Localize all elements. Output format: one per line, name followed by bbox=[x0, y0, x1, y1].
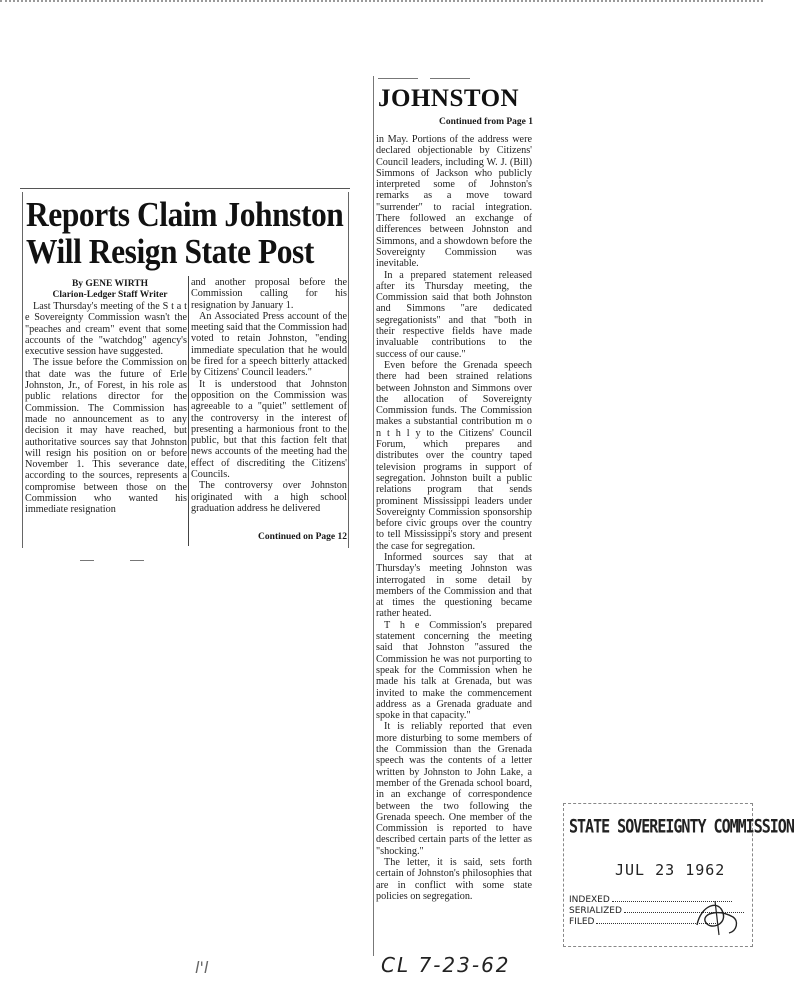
handwritten-initials-icon bbox=[689, 895, 745, 941]
paragraph: It is understood that Johnston opposition on the Commission was agreeable to a "quiet" settlement of the controversy in the interest of presenting a harmonious front to the public, but that this faction felt that news accounts of the meeting had the effect of discrediting the Citizens' Councils. bbox=[191, 378, 347, 481]
top-perforation bbox=[0, 0, 763, 4]
clipping-top-rule bbox=[20, 188, 350, 189]
article-column-2 bbox=[191, 277, 347, 514]
jump-article-column bbox=[376, 134, 532, 902]
paragraph: In a prepared statement released after its Thursday meeting, the Commission said that both Johnston and Simmons "are dedicated segregationists" and that "both in their respective fields have made invaluable contributions to the success of our cause." bbox=[376, 269, 532, 360]
stamp-filed-label: FILED bbox=[569, 917, 595, 927]
continued-line: Continued on Page 12 bbox=[258, 532, 347, 542]
paragraph: The issue before the Commission on that date was the future of Erle Johnston, Jr., of Forest, in his role as public relations director for the Commission. The Commission has made no announcement as to any decision it may have reached, but authoritative sources say that Johnston will resign his position on or before November 1. This severance date, according to the sources, represents a compromise between those on the Commission who wanted his immediate resignation bbox=[25, 357, 187, 516]
paragraph: in May. Portions of the address were declared objectionable by Citizens' Council leaders, including W. J. (Bill) Simmons of Jackson who publicly interpreted some of Johnston's remarks as a move toward "surrender" to racial integration. There followed an exchange of differences between Johnston and Simmons, and a showdown before the Sovereignty Commission was inevitable. bbox=[376, 134, 532, 270]
paragraph: Even before the Grenada speech there had been strained relations between Johnston and Simmons over the allocation of Sovereignty Commission funds. The Commission makes a substantial contribution m o n t h l y to the Citizens' Council Forum, which prepares and distributes over the country taped television programs in support of segregation. Johnston built a public relations program that sends prominent Mississippi leaders under Sovereignty Commission sponsorship before civic groups over the country to tell Mississippi's story and present the case for segregation. bbox=[376, 359, 532, 552]
header-rule bbox=[430, 78, 470, 79]
commission-stamp bbox=[563, 803, 794, 953]
stamp-indexed-label: INDEXED bbox=[569, 895, 610, 905]
paragraph: T h e Commission's prepared statement concerning the meeting said that Johnston "assured the Commission he was not purporting to speak for the Commission when he made his talk at Grenada, but was invited to make the commencement address as a Grenada graduate and spoke in that capacity." bbox=[376, 619, 532, 722]
jump-headline: JOHNSTON bbox=[378, 85, 520, 112]
stamp-date: JUL 23 1962 bbox=[615, 861, 726, 879]
paragraph: The controversy over Johnston originated with a high school graduation address he delivered bbox=[191, 480, 347, 514]
paragraph: Informed sources say that at Thursday's meeting Johnston was interrogated in some detail by members of the Commission and that at times the questioning became rather heated. bbox=[376, 551, 532, 620]
paragraph: The letter, it is said, sets forth certain of Johnston's philosophies that are in conflict with some state policies on segregation. bbox=[376, 857, 532, 902]
front-page-clipping bbox=[20, 188, 350, 550]
byline-role: Clarion-Ledger Staff Writer bbox=[52, 290, 168, 300]
paragraph: and another proposal before the Commission calling for his resignation by January 1. bbox=[191, 277, 347, 311]
jump-page-clipping bbox=[370, 70, 536, 960]
byline: By GENE WIRTH bbox=[71, 279, 149, 289]
clipping-left-rule bbox=[22, 192, 23, 548]
column-divider bbox=[188, 276, 189, 546]
header-rule bbox=[378, 78, 418, 79]
headline-line-2: Will Resign State Post bbox=[26, 232, 314, 271]
divider-tick bbox=[80, 560, 94, 561]
stamp-serialized-label: SERIALIZED bbox=[569, 906, 622, 916]
headline bbox=[26, 195, 344, 271]
margin-scribble: l'l bbox=[195, 958, 209, 977]
headline-line-1: Reports Claim Johnston bbox=[26, 195, 344, 234]
article-column-1 bbox=[25, 301, 187, 516]
stamp-title: STATE SOVEREIGNTY COMMISSION bbox=[569, 815, 794, 838]
clipping-left-rule bbox=[373, 76, 374, 956]
divider-tick bbox=[130, 560, 144, 561]
paragraph: It is reliably reported that even more disturbing to some members of the Commission than the Grenada speech was the contents of a letter written by Johnston to John Lake, a member of the Grenada school board, in an exchange of correspondence between the two following the Grenada speech. One member of the Commission is reported to have described certain parts of the letter as "shocking." bbox=[376, 721, 532, 857]
continued-from-line: Continued from Page 1 bbox=[438, 117, 533, 127]
paragraph: An Associated Press account of the meeting said that the Commission had voted to retain Johnston, "ending immediate speculation that he would be fired for a speech bitterly attacked by Citizens' Council leaders." bbox=[191, 310, 347, 379]
clipping-right-rule bbox=[348, 192, 349, 548]
paragraph: Last Thursday's meeting of the S t a t e Sovereignty Commission wasn't the "peaches and cream" event that some accounts of the "watchdog" agency's executive session have suggested. bbox=[25, 301, 187, 358]
handwritten-date-note: CL 7-23-62 bbox=[381, 953, 511, 977]
